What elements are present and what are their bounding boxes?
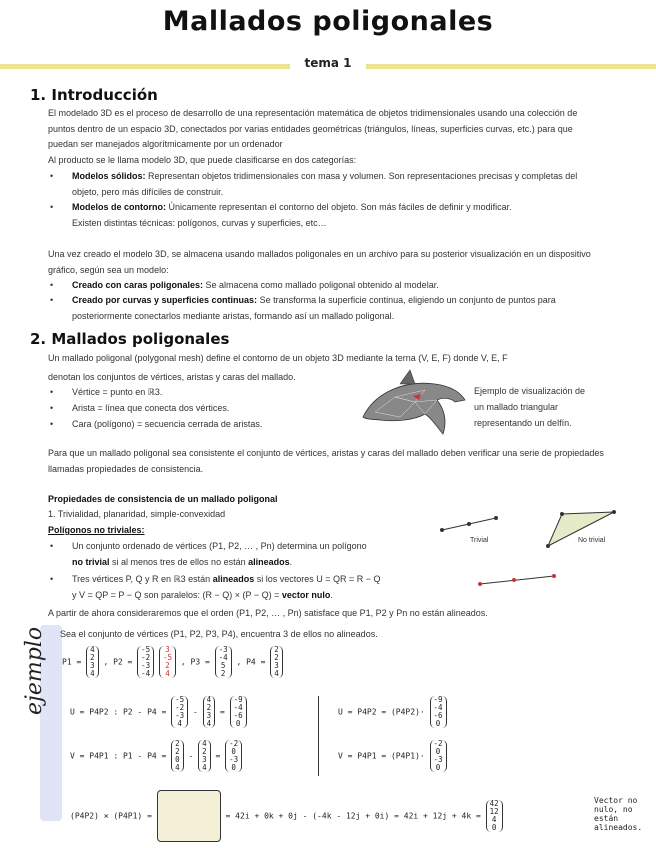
bullet-bold: alineados [248,556,290,567]
bullet-bold: vector nulo [281,589,331,600]
bullet-bold: no trivial [72,556,110,567]
vector-p4: 2 2 3 4 [270,646,283,678]
vector: -2 0 -3 0 [225,740,242,772]
divider [318,696,319,776]
title-underline-left [0,64,290,69]
s2-paragraph-3: A partir de ahora consideraremos que el orden (P1, P2, … , Pn) satisface que P1, P2 y Pn no están alineados. [48,608,488,618]
label-trivial: Trivial [470,537,489,544]
page-title: Mallados poligonales [162,6,494,37]
bullet-text: si los vectores U = QR = R − Q [254,574,381,584]
s1-bullet-solidos: • Modelos sólidos: Representan objetos tridimensionales con masa y volumen. Son representaciones precisas y completas del objeto, pero más difíciles de construir. [50,171,578,197]
math-label: = 42i + 0k + 0j - (-4k - 12j + 0i) = 42i + 12j + 4k = [225,811,481,821]
bullet-text: Representan objetos tridimensionales con masa y volumen. Son representaciones precisas y completas del objeto, pero más difíciles de construir. [72,171,578,197]
vector: -9 -4 -6 0 [430,696,447,728]
v-calc: V = P4P1 : P1 - P4 = 2 2 0 4 - 4 2 3 4 = -2 0 -3 0 [70,740,242,772]
math-label: V = P4P1 = (P4P1)· [338,751,425,761]
bullet-bold: alineados [212,574,255,584]
bullet-bold: Modelos sólidos: [72,171,146,181]
bullet-bold: Creado por curvas y superficies continuas: [72,295,258,305]
s2-paragraph-2: Para que un mallado poligonal sea consistente el conjunto de vértices, aristas y caras del mallado deben verificar una serie de propiedades llamadas propiedades de consistencia. [48,448,604,474]
vector: -9 -4 -6 0 [230,696,247,728]
trivial-bullet-2: • Tres vértices P, Q y R en ℝ3 están alineados si los vectores U = QR = R − Q y V = QP = P − Q son paralelos: (R − Q) × (P − Q) = vector nulo. [50,574,381,600]
label-no-trivial: No trivial [578,537,606,544]
math-label: , P2 = [103,657,133,667]
vector: 2 2 0 4 [171,740,184,772]
s1-paragraph-2: Al producto se le llama modelo 3D, que puede clasificarse en dos categorías: [48,155,357,165]
s2-bullet-vertice: • Vértice = punto en ℝ3. [50,387,163,397]
math-label: V = P4P1 : P1 - P4 = [70,751,167,761]
vector: 4 2 3 4 [198,740,211,772]
bullet-bold: Modelos de contorno: [72,202,166,212]
title-underline-right [366,64,656,69]
s2-paragraph-1b: denotan los conjuntos de vértices, aristas y caras del mallado. [48,372,296,382]
bullet-bold: Creado con caras poligonales: [72,280,204,290]
bullet-text: Cara (polígono) = secuencia cerrada de aristas. [72,419,263,429]
bullet-text: Se almacena como mallado poligonal obtenido al modelar. [203,280,439,290]
tema-label: tema 1 [296,56,360,70]
dolphin-mesh-image [355,362,470,444]
vector-p1: 4 2 3 4 [86,646,99,678]
vector: -5 -2 -3 4 [171,696,188,728]
vector: 4 2 3 4 [203,696,216,728]
vertex-set [62,646,283,678]
math-label: , P4 = [236,657,266,667]
bullet-text: Vértice = punto en ℝ3. [72,387,163,397]
s2-bullet-cara: • Cara (polígono) = secuencia cerrada de aristas. [50,419,263,429]
dolphin-caption: Ejemplo de visualización de un mallado triangular representando un delfín. [474,386,586,428]
u-calc: U = P4P2 : P2 - P4 = -5 -2 -3 4 - 4 2 3 4 = -9 -4 -6 0 [70,696,247,728]
math-label: (P4P2) × (P4P1) = [70,811,152,821]
v-calc-right [338,740,447,772]
vector: -2 0 -3 0 [430,740,447,772]
cross-product [70,790,503,842]
math-label: U = P4P2 = (P4P2)· [338,707,425,717]
s1-paragraph-1: El modelado 3D es el proceso de desarrollo de una representación matemática de objetos tridimensionales usando una colección de puntos dentro de un espacio 3D, conectados por varias entidades geométricas (triángulos, líneas, superficies curvas, etc.) para que puedan ser manejados algorítmicamente por un ordenador [48,108,578,149]
s2-bullet-arista: • Arista = línea que conecta dos vértices. [50,403,230,413]
bullet-text: Tres vértices P, Q y R en ℝ3 están [72,574,213,584]
bullet-text: y V = QP = P − Q son paralelos: (R − Q) × (P − Q) = [72,589,282,600]
math-label: P1 = [62,657,82,667]
s1-bullet-contorno: • Modelos de contorno: Únicamente representan el contorno del objeto. Son más fáciles de definir y modificar. Existen distintas técnicas: polígonos, curvas y superficies, etc… [50,202,512,228]
bullet-text: si al menos tres de ellos no están [109,556,249,567]
vector-p2: -5 -2 -3 -4 [137,646,154,678]
result-note: Vector no nulo, no están alineados. [594,796,643,832]
bullet-text: Únicamente representan el contorno del objeto. Son más fáciles de definir y modificar. [166,202,512,212]
section-2-heading: 2. Mallados poligonales [30,330,230,348]
bullet-text: Un conjunto ordenado de vértices (P1, P2, … , Pn) determina un polígono [72,541,367,551]
section-1-heading: 1. Introducción [30,86,158,104]
determinant-box [157,790,221,842]
vector-p3: -3 -4 5 2 [215,646,232,678]
s1-bullet-caras: • Creado con caras poligonales: Se almacena como mallado poligonal obtenido al modelar. [50,280,439,290]
props-title: Propiedades de consistencia de un mallado poligonal [48,494,278,504]
bullet-line2: Existen distintas técnicas: polígonos, curvas y superficies, etc… [72,217,327,228]
s2-paragraph-1: Un mallado poligonal (polygonal mesh) define el contorno de un objeto 3D mediante la terna (V, E, F) donde V, E, F [48,353,508,363]
s1-paragraph-3: Una vez creado el modelo 3D, se almacena usando mallados poligonales en un archivo para su posterior visualización en un dispositivo gráfico, según sea un modelo: [48,249,591,275]
u-calc-right [338,696,447,728]
math-label: U = P4P2 : P2 - P4 = [70,707,167,717]
vector-crossed: 3 -5 2 4 [159,646,176,678]
prop-1: 1. Trivialidad, planaridad, simple-convexidad [48,509,226,519]
s2-paragraph-4: Sea el conjunto de vértices (P1, P2, P3, P4), encuentra 3 de ellos no alineados. [60,629,378,639]
trivial-bullet-1: • Un conjunto ordenado de vértices (P1, P2, … , Pn) determina un polígono no trivial si al menos tres de ellos no están alineados. [50,541,367,567]
s1-bullet-curvas: • Creado por curvas y superficies continuas: Se transforma la superficie continua, eligiendo un conjunto de puntos para posteriormente conectarlos mediante aristas, formando así un mallado poligonal. [50,295,556,321]
trivial-title: Polígonos no triviales: [48,525,145,535]
math-label: , P3 = [180,657,210,667]
example-label: ejemplo [22,626,47,715]
bullet-text: Se transforma la superficie continua, eligiendo un conjunto de puntos para posteriormente conectarlos mediante aristas, formando así un mallado poligonal. [72,295,556,321]
bullet-text: Arista = línea que conecta dos vértices. [72,403,230,413]
vector-result: 42 12 4 0 [486,800,503,832]
